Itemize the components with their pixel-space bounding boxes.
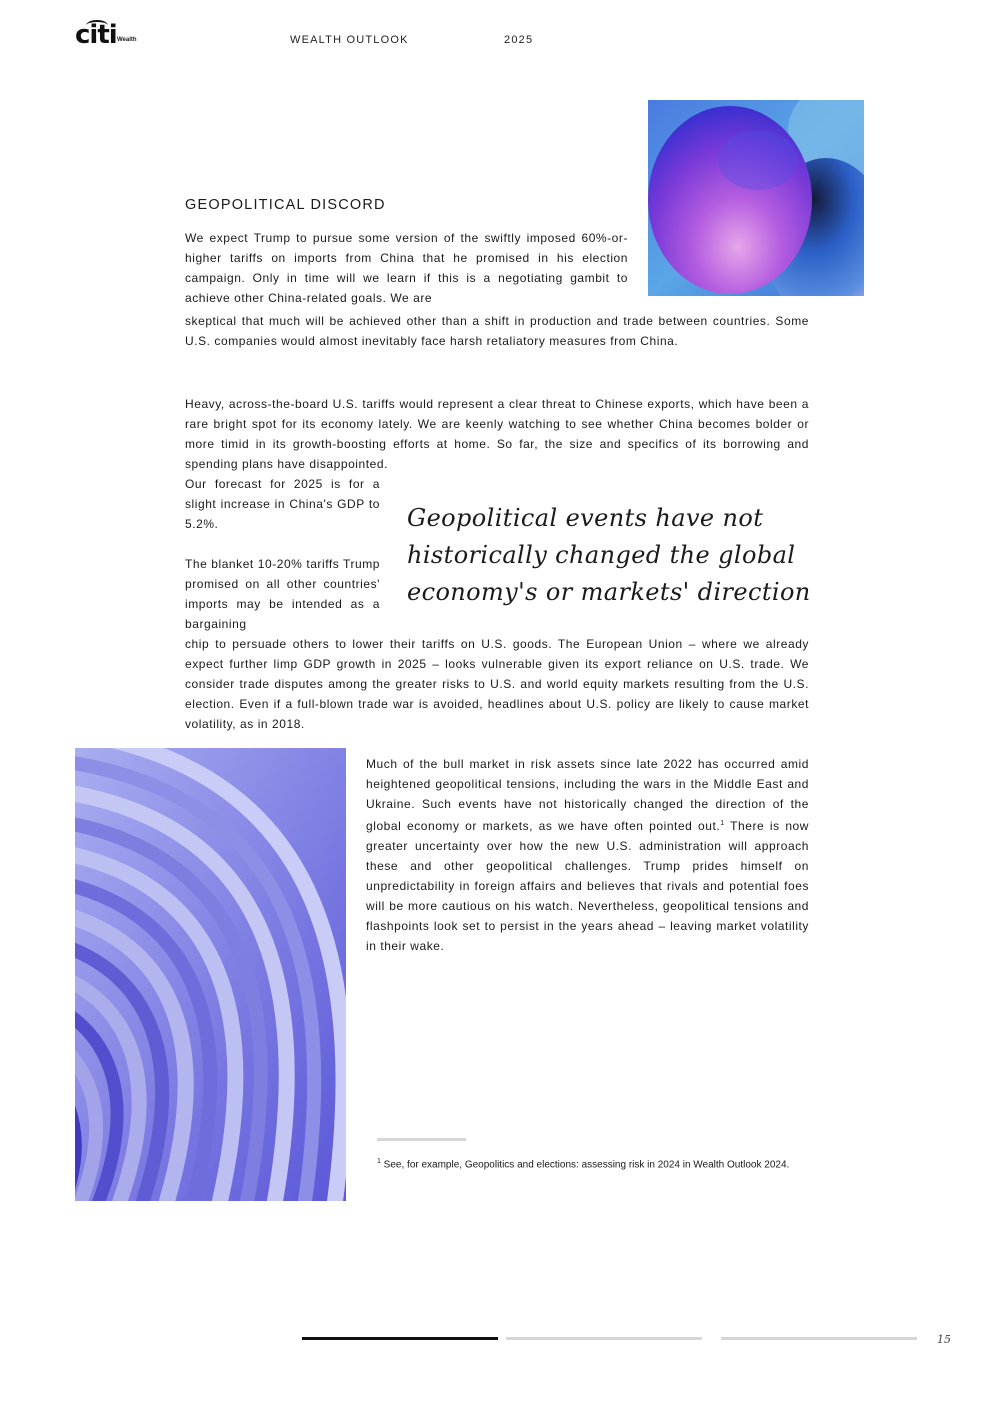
footnote-divider (377, 1138, 466, 1141)
footnote-number: 1 (377, 1158, 381, 1165)
paragraph-bull-market-text-a: Much of the bull market in risk assets since late 2022 has occurred amid heightened geopolitical tensions, including the wars in the Middle East and Ukraine. Such events have not historically changed the direction of the global economy or markets, as we have often pointed out. (366, 757, 809, 833)
logo-arc-icon (86, 20, 108, 31)
paragraph-bull-market-text-b: There is now greater uncertainty over how the new U.S. administration will approach these and other geopolitical challenges. Trump prides himself on unpredictability in foreign affairs and believes that rivals and potential foes will be more cautious on his watch. Nevertheless, geopolitical tensions and flashpoints look set to persist in the years ahead – leaving market volatility in their wake. (366, 819, 809, 953)
footnote (377, 1155, 807, 1172)
progress-segment-1 (302, 1337, 498, 1340)
paragraph-tariffs-china-part1: We expect Trump to pursue some version of the swiftly imposed 60%-or-higher tariffs on imports from China that he promised in his election campaign. Only in time will we learn if this is a negotiating gambit to achieve other China-related goals. We are (185, 231, 628, 305)
paragraph-chinese-exports: Heavy, across-the-board U.S. tariffs would represent a clear threat to Chinese exports, which have been a rare bright spot for its economy lately. We are keenly watching to see whether China becomes bolder or more timid in its growth-boosting efforts at home. So far, the size and specifics of its borrowing and spending plans have disappointed. (185, 397, 809, 471)
citi-logo (75, 22, 145, 50)
paragraph-bull-market (366, 754, 809, 956)
paragraph-blanket-tariffs-part1: The blanket 10-20% tariffs Trump promised on all other countries' imports may be intended as a bargaining (185, 557, 380, 631)
progress-segment-2 (506, 1337, 702, 1340)
paragraph-tariffs-china-part2: skeptical that much will be achieved other than a shift in production and trade between countries. Some U.S. companies would almost inevitably face harsh retaliatory measures from China. (185, 314, 809, 348)
paragraph-blanket-tariffs-part2: chip to persuade others to lower their tariffs on U.S. goods. The European Union – where we already expect further limp GDP growth in 2025 – looks vulnerable given its export reliance on U.S. trade. We consider trade disputes among the greater risks to U.S. and world equity markets resulting from the U.S. election. Even if a full-blown trade war is avoided, headlines about U.S. policy are likely to cause market volatility, as in 2018. (185, 637, 809, 731)
abstract-spheres-image (648, 100, 864, 296)
footnote-text: See, for example, Geopolitics and elections: assessing risk in 2024 in Wealth Outlook 2024. (380, 1159, 790, 1171)
pull-quote: Geopolitical events have not historically changed the global economy's or markets' direction (407, 504, 811, 606)
page-number: 15 (937, 1333, 951, 1346)
publication-year: 2025 (504, 34, 534, 46)
paragraph-gdp-forecast: Our forecast for 2025 is for a slight increase in China's GDP to 5.2%. (185, 477, 380, 531)
progress-segment-3 (721, 1337, 917, 1340)
logo-text: citi (75, 20, 117, 50)
publication-title: WEALTH OUTLOOK (290, 34, 409, 46)
section-title: GEOPOLITICAL DISCORD (185, 197, 386, 213)
logo-subtext: Wealth (117, 37, 137, 43)
footnote-reference[interactable]: 1 (720, 820, 725, 827)
abstract-waves-image (75, 748, 346, 1201)
